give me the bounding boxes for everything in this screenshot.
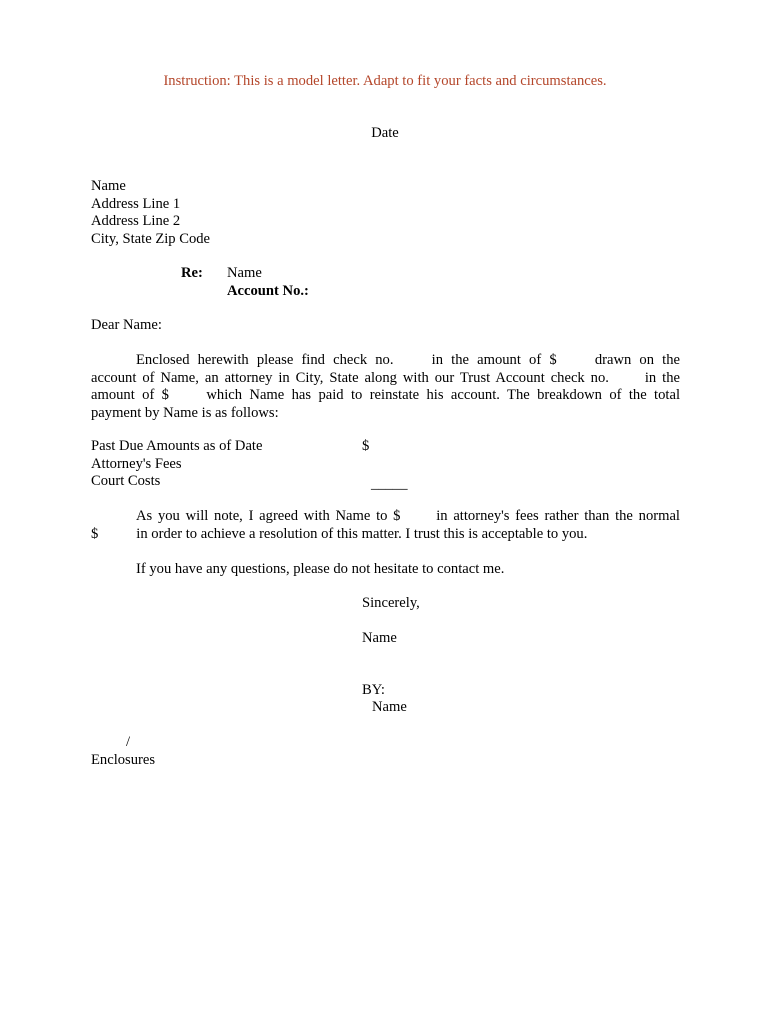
closing-sincerely: Sincerely,	[362, 595, 420, 611]
instruction-note: Instruction: This is a model letter. Adapt to fit your facts and circumstances.	[163, 73, 607, 89]
text-span: in order to achieve a resolution of this matter. I trust this is acceptable to you.	[136, 525, 588, 542]
re-account-number: Account No.:	[227, 283, 309, 299]
enclosures-note: Enclosures	[91, 752, 156, 768]
paragraph-line	[91, 352, 680, 370]
paragraph-line	[91, 370, 680, 388]
text-span: Enclosed herewith please find check no.	[136, 352, 394, 368]
breakdown-dollar-sign: $	[362, 438, 370, 454]
paragraph-questions	[91, 561, 680, 579]
text-span: in the	[644, 369, 680, 386]
recipient-name: Name	[91, 178, 126, 194]
recipient-address-line1: Address Line 1	[91, 195, 181, 212]
re-name: Name	[227, 265, 262, 281]
signature-name: Name	[362, 630, 397, 646]
breakdown-court-costs: Court Costs	[91, 473, 161, 489]
by-name: Name	[372, 699, 407, 715]
recipient-address	[91, 178, 210, 248]
text-span: in attorney's fees rather than the normal	[436, 508, 680, 524]
breakdown-past-due: Past Due Amounts as of Date	[91, 438, 263, 454]
salutation: Dear Name:	[91, 317, 162, 333]
paragraph-line	[91, 561, 680, 579]
text-span: account of Name, an attorney in City, State along with our Trust Account check no.	[91, 369, 609, 386]
paragraph-line	[91, 508, 680, 526]
paragraph-line	[91, 387, 680, 405]
typist-initials-slash: /	[126, 734, 131, 750]
text-span: which Name has paid to reinstate his account. The breakdown of the total	[206, 387, 680, 403]
text-span: amount of $	[91, 387, 169, 403]
text-span: As you will note, I agreed with Name to $	[136, 508, 401, 524]
letter-date: Date	[371, 125, 399, 141]
text-span: drawn on the	[594, 352, 680, 368]
recipient-address-line2: Address Line 2	[91, 213, 181, 229]
text-span: in the amount of $	[431, 352, 557, 368]
paragraph-line: payment by Name is as follows:	[91, 404, 279, 421]
paragraph-line	[91, 526, 680, 544]
by-label: BY:	[362, 682, 385, 698]
paragraph-enclosed-check	[91, 352, 680, 422]
paragraph-fees-agreement	[91, 508, 680, 543]
breakdown-attorney-fees: Attorney's Fees	[91, 456, 182, 472]
recipient-city-state-zip: City, State Zip Code	[91, 230, 211, 247]
breakdown-total-underline: _____	[371, 476, 408, 492]
re-label: Re:	[181, 265, 203, 281]
text-span: $	[91, 525, 99, 542]
text-span: If you have any questions, please do not hesitate to contact me.	[136, 561, 505, 577]
